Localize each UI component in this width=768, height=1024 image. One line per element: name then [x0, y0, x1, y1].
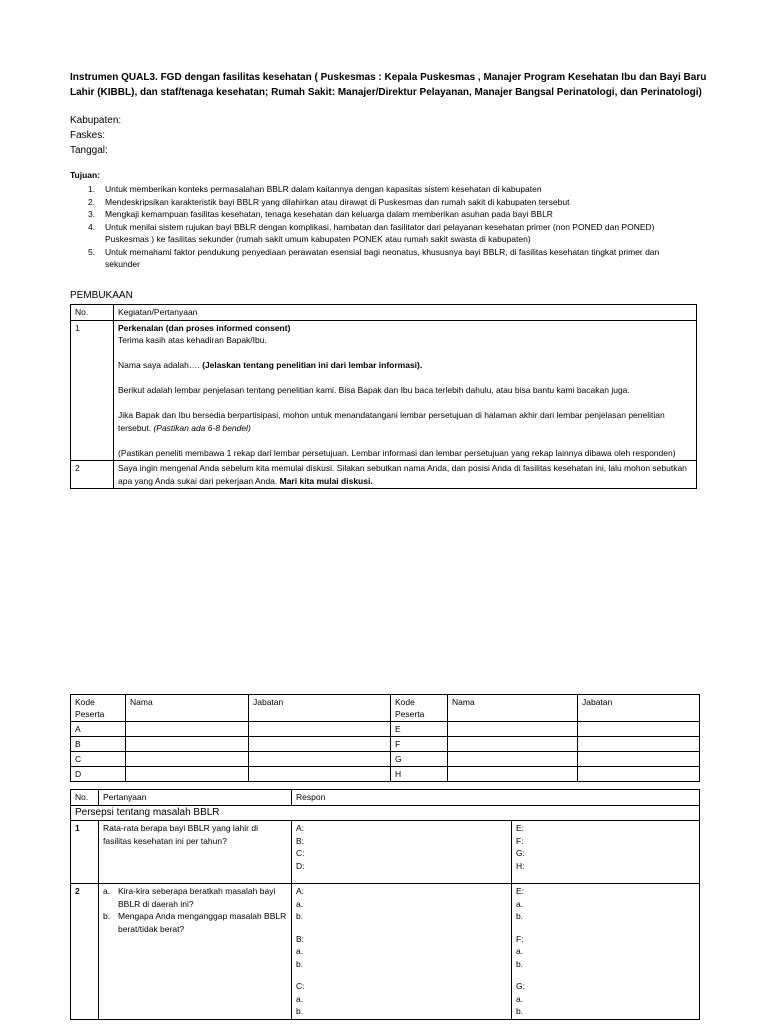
nama-cell[interactable] [448, 767, 578, 782]
nama-cell[interactable] [448, 722, 578, 737]
response-cell-left[interactable] [292, 884, 512, 1020]
section-title: Persepsi tentang masalah BBLR [71, 805, 700, 821]
peserta-code: B [71, 737, 126, 752]
response-label: D: [296, 860, 305, 871]
sub-question-label: b. [103, 911, 111, 921]
tujuan-heading: Tujuan: [70, 170, 101, 180]
response-label: F: [516, 933, 524, 944]
nama-cell[interactable] [448, 737, 578, 752]
peserta-code: G [391, 752, 448, 767]
sub-question [103, 910, 287, 935]
response-cell-right[interactable] [512, 884, 700, 1020]
tujuan-item-text: Mengkaji kemampuan fasilitas kesehatan, tenaga kesehatan dan keluarga dalam memberikan asuhan pada bayi BBLR [105, 209, 553, 219]
tujuan-item-text: Untuk memahami faktor pendukung penyediaan perawatan esensial bagi neonatus, khususnya bayi BBLR, di fasilitas kesehatan tingkat primer dan sekunder [105, 246, 660, 269]
nama-cell[interactable] [126, 722, 249, 737]
paragraph-text: Nama saya adalah…. [118, 360, 203, 370]
nama-cell[interactable] [126, 752, 249, 767]
response-sublabel: b. [516, 1006, 524, 1016]
peserta-code: F [391, 737, 448, 752]
paragraph: Berikut adalah lembar penjelasan tentang penelitian kami. Bisa Bapak dan Ibu baca terlebih dahulu, atau bisa bantu kami bacakan juga. [118, 385, 630, 395]
jabatan-cell[interactable] [249, 722, 391, 737]
jabatan-cell[interactable] [578, 737, 700, 752]
response-sublabel: a. [296, 993, 304, 1004]
sub-question-text: Kira-kira seberapa beratkah masalah bayi BBLR di daerah ini? [118, 886, 276, 909]
table-header-row [71, 790, 700, 806]
paragraph [118, 409, 692, 434]
document-title: Instrumen QUAL3. FGD dengan fasilitas kesehatan ( Puskesmas : Kepala Puskesmas , Manajer Program Kesehatan Ibu dan Bayi Baru Lahir (KIBBL), dan staf/tenaga kesehatan; Rumah Sakit: Manajer/Direktur Pelayanan, Manajer Bangsal Perinatologi, dan Perinatologi) [70, 72, 707, 98]
response-label: C: [296, 981, 305, 991]
question-text: Rata-rata berapa bayi BBLR yang lahir di fasilitas kesehatan ini per tahun? [99, 821, 292, 884]
jabatan-cell[interactable] [249, 752, 391, 767]
tujuan-list [70, 183, 695, 271]
paragraph-text: Saya ingin mengenal Anda sebelum kita memulai diskusi. Silakan sebutkan nama Anda, dan posisi Anda di fasilitas kesehatan ini, lalu mohon sebutkan apa yang Anda sukai dari pekerjaan Anda. [118, 463, 687, 486]
response-sublabel: a. [516, 898, 524, 909]
table-row [71, 320, 697, 461]
row-title: Perkenalan (dan proses informed consent) [118, 322, 291, 333]
sub-question [103, 885, 287, 910]
tujuan-item-number: 1. [88, 184, 96, 194]
tujuan-item-number: 5. [88, 246, 96, 257]
peserta-code: H [391, 767, 448, 782]
meta-block [70, 113, 121, 158]
table-row [71, 737, 700, 752]
peserta-code: E [391, 722, 448, 737]
response-label: B: [296, 933, 305, 944]
response-sublabel: b. [296, 911, 304, 921]
response-label: F: [516, 835, 524, 846]
tujuan-item [70, 208, 695, 221]
section-row [71, 805, 700, 821]
paragraph-emphasis: Mari kita mulai diskusi. [279, 475, 373, 486]
jabatan-cell[interactable] [249, 737, 391, 752]
response-cell-right[interactable] [512, 821, 700, 884]
table-row [71, 767, 700, 782]
row-number: 2 [71, 461, 114, 489]
response-spacer [296, 970, 507, 980]
col-header-kode: Kode Peserta [391, 695, 448, 722]
response-spacer [296, 923, 507, 933]
col-header-jabatan: Jabatan [249, 695, 391, 722]
sub-question-list [103, 885, 287, 935]
paragraph-emphasis: (Jelaskan tentang penelitian ini dari lembar informasi). [202, 360, 423, 370]
response-sublabel: a. [516, 993, 524, 1004]
tanggal-label: Tanggal: [70, 145, 108, 156]
tujuan-item-text: Untuk menilai sistem rujukan bayi BBLR dengan komplikasi, hambatan dan fasilitator dari pelayanan kesehatan primer (non PONED dan PONED) Puskesmas ) ke fasilitas sekunder (rumah sakit umum kabupaten PONEK atau rumah sakit swasta di kabupaten) [105, 221, 655, 244]
tujuan-item-number: 2. [88, 196, 96, 207]
tujuan-item [70, 246, 695, 271]
peserta-code: C [71, 752, 126, 767]
response-label: A: [296, 886, 305, 896]
col-header-nama: Nama [126, 695, 249, 722]
col-header-respon: Respon [292, 790, 700, 806]
response-label: C: [296, 848, 305, 858]
col-header-kegiatan: Kegiatan/Pertanyaan [114, 305, 697, 321]
question-number: 1 [71, 821, 99, 884]
response-label: G: [516, 848, 525, 858]
response-sublabel: b. [516, 911, 524, 921]
question-number: 2 [71, 884, 99, 1020]
peserta-code: A [71, 722, 126, 737]
response-spacer [296, 872, 507, 882]
peserta-table [70, 694, 700, 782]
jabatan-cell[interactable] [249, 767, 391, 782]
pembukaan-table [70, 304, 697, 489]
jabatan-cell[interactable] [578, 752, 700, 767]
paragraph-note: (Pastikan ada 6-8 bendel) [153, 422, 251, 433]
response-label: A: [296, 823, 305, 833]
col-header-pertanyaan: Pertanyaan [99, 790, 292, 806]
col-header-kode: Kode Peserta [71, 695, 126, 722]
tujuan-item [70, 183, 695, 196]
question-row [71, 821, 700, 884]
tujuan-item-number: 3. [88, 209, 96, 219]
paragraph: (Pastikan peneliti membawa 1 rekap dari lembar persetujuan. Lembar informasi dan lembar persetujuan yang rekap lainnya dibawa oleh responden) [118, 447, 676, 458]
response-sublabel: b. [296, 1006, 304, 1016]
col-header-nama: Nama [448, 695, 578, 722]
jabatan-cell[interactable] [578, 722, 700, 737]
table-row [71, 752, 700, 767]
question-row [71, 884, 700, 1020]
response-label: H: [516, 860, 525, 871]
sub-question-label: a. [103, 886, 111, 896]
response-sublabel: b. [516, 958, 524, 969]
nama-cell[interactable] [448, 752, 578, 767]
response-cell-left[interactable] [292, 821, 512, 884]
nama-cell[interactable] [126, 767, 249, 782]
table-row [71, 461, 697, 489]
col-header-jabatan: Jabatan [578, 695, 700, 722]
jabatan-cell[interactable] [578, 767, 700, 782]
pembukaan-heading: PEMBUKAAN [70, 290, 133, 301]
kabupaten-label: Kabupaten: [70, 115, 122, 126]
row-content [114, 320, 697, 461]
col-header-no: No. [71, 305, 114, 321]
response-sublabel: a. [516, 946, 524, 956]
tujuan-item-text: Mendeskripsikan karakteristik bayi BBLR yang dilahirkan atau dirawat di Puskesmas dan rumah sakit di kabupaten tersebut [105, 196, 570, 207]
response-label: B: [296, 835, 305, 846]
table-header-row [71, 695, 700, 722]
sub-question-text: Mengapa Anda menganggap masalah BBLR berat/tidak berat? [118, 911, 287, 934]
response-spacer [516, 923, 695, 933]
response-label: E: [516, 886, 525, 896]
row-number: 1 [71, 320, 114, 461]
question-table [70, 789, 700, 1020]
response-sublabel: b. [296, 958, 304, 969]
paragraph-text: Jika Bapak dan Ibu bersedia berpartisipasi, mohon untuk menandatangani lembar persetujuan di halaman akhir dari lembar penjelasan penelitian tersebut. [118, 410, 665, 433]
response-label: E: [516, 823, 525, 833]
tujuan-item [70, 221, 695, 246]
paragraph [118, 359, 692, 372]
col-header-no: No. [71, 790, 99, 806]
response-label: G: [516, 981, 525, 991]
response-sublabel: a. [296, 898, 304, 909]
nama-cell[interactable] [126, 737, 249, 752]
peserta-code: D [71, 767, 126, 782]
tujuan-item-number: 4. [88, 221, 96, 232]
faskes-label: Faskes: [70, 130, 106, 141]
row-content [114, 461, 697, 489]
response-spacer [516, 970, 695, 980]
table-row [71, 722, 700, 737]
tujuan-item [70, 196, 695, 209]
tujuan-item-text: Untuk memberikan konteks permasalahan BBLR dalam kaitannya dengan kapasitas sistem kesehatan di kabupaten [105, 184, 542, 194]
question-text [99, 884, 292, 1020]
paragraph: Terima kasih atas kehadiran Bapak/Ibu. [118, 335, 267, 345]
response-sublabel: a. [296, 946, 304, 956]
